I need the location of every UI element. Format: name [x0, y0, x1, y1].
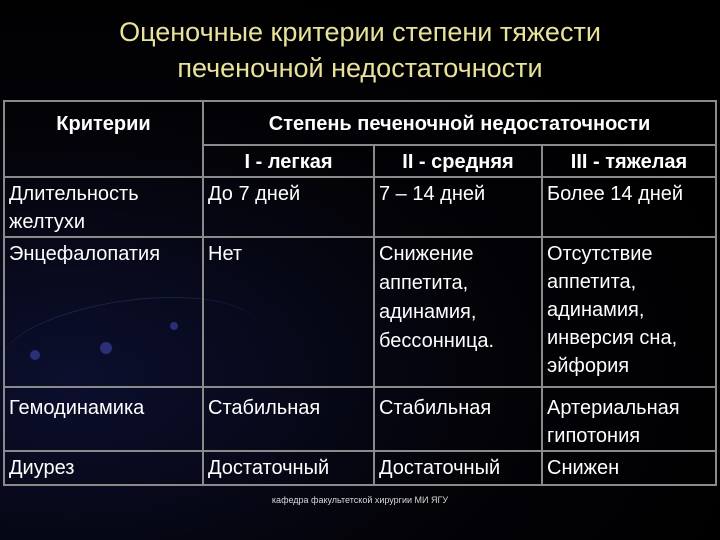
criteria-table [3, 100, 717, 486]
value-cell: Достаточный [203, 451, 374, 485]
title-line-1: Оценочные критерии степени тяжести [119, 17, 601, 47]
title-line-2: печеночной недостаточности [177, 53, 543, 83]
table-header-row [4, 101, 716, 145]
criterion-cell: Длительность желтухи [4, 177, 203, 237]
table-row [4, 177, 716, 237]
criterion-cell: Гемодинамика [4, 387, 203, 451]
value-cell: Нет [203, 237, 374, 387]
slide-footer: кафедра факультетской хирургии МИ ЯГУ [271, 495, 449, 505]
degree-1-header: I - легкая [203, 145, 374, 177]
slide-title [0, 14, 720, 86]
table-row [4, 387, 716, 451]
value-cell: Снижение аппетита, адинамия, бессонница. [374, 237, 542, 387]
value-cell: Отсутствие аппетита, адинамия, инверсия сна, эйфория [542, 237, 716, 387]
value-cell: Стабильная [203, 387, 374, 451]
value-cell: Достаточный [374, 451, 542, 485]
criteria-header: Критерии [4, 101, 203, 177]
table-row [4, 237, 716, 387]
criterion-cell: Диурез [4, 451, 203, 485]
degree-header: Степень печеночной недостаточности [203, 101, 716, 145]
value-cell: Снижен [542, 451, 716, 485]
value-cell: 7 – 14 дней [374, 177, 542, 237]
value-cell: Стабильная [374, 387, 542, 451]
value-cell: Более 14 дней [542, 177, 716, 237]
degree-3-header: III - тяжелая [542, 145, 716, 177]
value-cell: Артериальная гипотония [542, 387, 716, 451]
table-row [4, 451, 716, 485]
value-cell: До 7 дней [203, 177, 374, 237]
criterion-cell: Энцефалопатия [4, 237, 203, 387]
degree-2-header: II - средняя [374, 145, 542, 177]
